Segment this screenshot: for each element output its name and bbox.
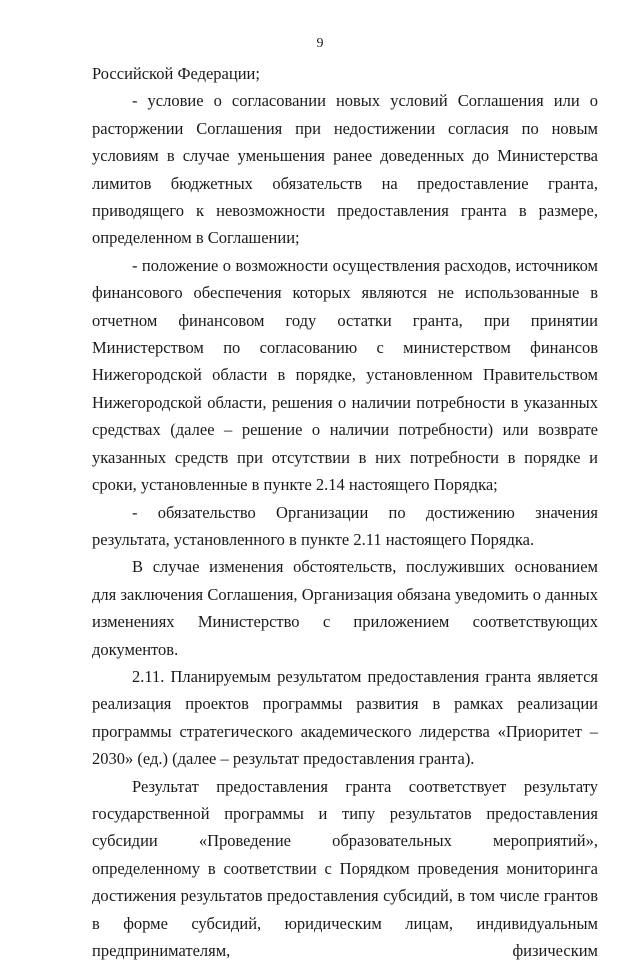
paragraph-continuation: Российской Федерации;	[92, 64, 260, 83]
page-number: 9	[316, 36, 324, 51]
paragraph-organization-obligation: - обязательство Организации по достижению значения результата, установленного в пункте 2.11 настоящего Порядка.	[92, 502, 598, 549]
paragraph-expense-provision: - положение о возможности осуществления расходов, источником финансового обеспечения которых являются не использованные в отчетном финансовом году остатки гранта, при принятии Министерством по согласованию с министерством финансов Нижегородской области в порядке, установленном Правительством Нижегородской области, решения о наличии потребности в указанных средствах (далее – решение о наличии потребности) или возврате указанных средств при отсутствии в них потребности в порядке и сроки, установленные в пункте 2.14 настоящего Порядка;	[92, 255, 598, 495]
paragraph-circumstances-change: В случае изменения обстоятельств, послуживших основанием для заключения Соглашения, Организация обязана уведомить о данных изменениях Министерство с приложением соответствующих документов.	[92, 557, 598, 659]
document-body	[92, 60, 598, 964]
paragraph-grant-result: Результат предоставления гранта соответствует результату государственной программы и типу результатов предоставления субсидии «Проведение образовательных мероприятий», определенному в соответствии с Порядком проведения мониторинга достижения результатов предоставления субсидий, в том числе грантов в форме субсидий, юридическим лицам, индивидуальным предпринимателям, физическим	[92, 776, 598, 960]
paragraph-condition-agreement: - условие о согласовании новых условий Соглашения или о расторжении Соглашения при недостижении согласия по новым условиям в случае уменьшения ранее доведенных до Министерства лимитов бюджетных обязательств на предоставление гранта, приводящего к невозможности предоставления гранта в размере, определенном в Соглашении;	[92, 91, 598, 248]
paragraph-2-11-planned-result: 2.11. Планируемым результатом предоставления гранта является реализация проектов программы развития в рамках реализации программы стратегического академического лидерства «Приоритет – 2030» (ед.) (далее – результат предоставления гранта).	[92, 666, 598, 769]
